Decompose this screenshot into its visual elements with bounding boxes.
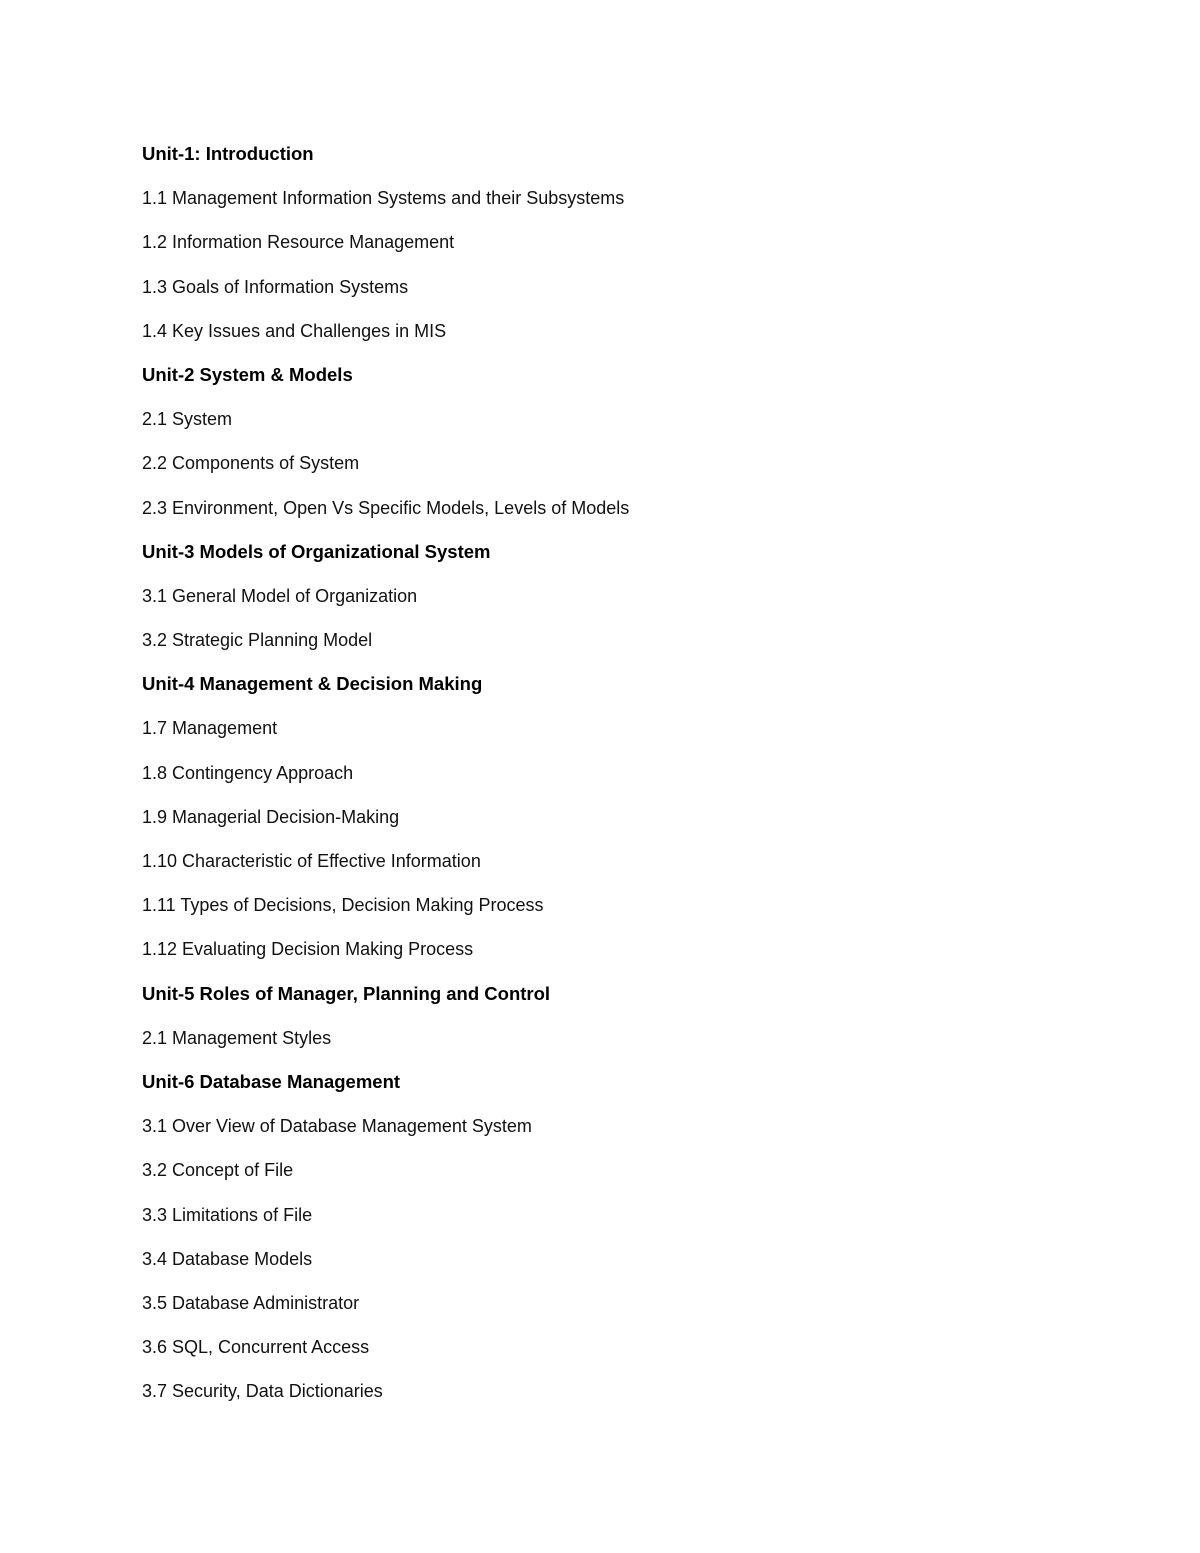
section-item: 3.1 General Model of Organization <box>142 585 418 606</box>
section-item: 1.9 Managerial Decision-Making <box>142 806 400 827</box>
section-item: 2.2 Components of System <box>142 453 360 474</box>
section-item: 1.7 Management <box>142 718 278 739</box>
section-item: 3.7 Security, Data Dictionaries <box>142 1381 383 1402</box>
section-item: 3.3 Limitations of File <box>142 1204 313 1225</box>
section-item: 1.11 Types of Decisions, Decision Making Process <box>142 895 544 916</box>
section-item: 3.4 Database Models <box>142 1248 313 1269</box>
section-item: 1.12 Evaluating Decision Making Process <box>142 939 474 960</box>
section-item: 1.10 Characteristic of Effective Information <box>142 851 481 871</box>
unit-heading: Unit-6 Database Management <box>142 1070 401 1092</box>
section-item: 3.2 Concept of File <box>142 1160 294 1181</box>
section-item: 1.2 Information Resource Management <box>142 232 455 253</box>
section-item: 3.5 Database Administrator <box>142 1292 360 1313</box>
unit-heading: Unit-1: Introduction <box>142 143 314 164</box>
section-item: 2.3 Environment, Open Vs Specific Models, Levels of Models <box>142 497 630 518</box>
section-item: 1.3 Goals of Information Systems <box>142 276 409 297</box>
section-item: 1.4 Key Issues and Challenges in MIS <box>142 320 447 341</box>
unit-heading: Unit-2 System & Models <box>142 363 353 385</box>
section-item: 3.1 Over View of Database Management System <box>142 1116 532 1137</box>
unit-heading: Unit-5 Roles of Manager, Planning and Control <box>142 982 551 1004</box>
section-item: 2.1 Management Styles <box>142 1027 332 1048</box>
unit-heading: Unit-4 Management & Decision Making <box>142 673 483 695</box>
section-item: 1.1 Management Information Systems and their Subsystems <box>142 188 625 209</box>
unit-heading: Unit-3 Models of Organizational System <box>142 540 491 562</box>
section-item: 3.6 SQL, Concurrent Access <box>142 1337 370 1358</box>
document-body <box>142 142 1142 1423</box>
section-item: 3.2 Strategic Planning Model <box>142 630 373 651</box>
section-item: 1.8 Contingency Approach <box>142 762 354 783</box>
section-item: 2.1 System <box>142 409 233 430</box>
